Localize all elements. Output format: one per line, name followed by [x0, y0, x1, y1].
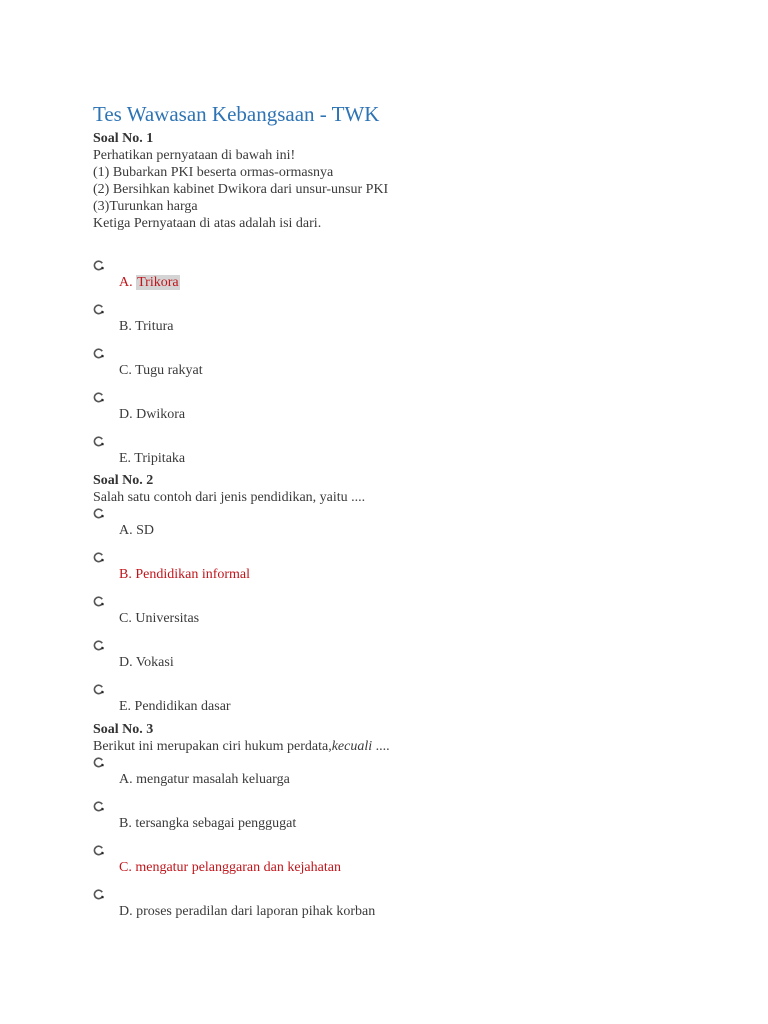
question-3 [93, 721, 733, 927]
document-page [93, 100, 733, 927]
question-2 [93, 472, 733, 721]
q3-option-d[interactable] [93, 883, 733, 927]
q1-option-d[interactable] [93, 386, 733, 430]
question-2-text: Salah satu contoh dari jenis pendidikan, yaitu .... [93, 490, 366, 505]
question-1 [93, 130, 733, 472]
radio-button-icon[interactable] [93, 508, 104, 519]
q1-option-e[interactable] [93, 430, 733, 472]
radio-button-icon[interactable] [93, 596, 104, 607]
q2-option-b[interactable] [93, 546, 733, 590]
q2-option-b-label: B. Pendidikan informal [119, 567, 251, 582]
q1-option-c-label: C. Tugu rakyat [119, 363, 203, 378]
radio-button-icon[interactable] [93, 845, 104, 856]
question-2-heading: Soal No. 2 [93, 473, 154, 488]
radio-button-icon[interactable] [93, 348, 104, 359]
radio-button-icon[interactable] [93, 304, 104, 315]
q1-option-a-label: A. Trikora [119, 275, 179, 290]
q1-option-d-label: D. Dwikora [119, 407, 186, 422]
radio-button-icon[interactable] [93, 889, 104, 900]
q2-option-c[interactable] [93, 590, 733, 634]
q2-option-a[interactable] [93, 502, 733, 546]
radio-button-icon[interactable] [93, 260, 104, 271]
q2-option-c-label: C. Universitas [119, 611, 200, 626]
q3-option-c[interactable] [93, 839, 733, 883]
q1-option-e-label: E. Tripitaka [119, 451, 186, 466]
q1-option-b[interactable] [93, 298, 733, 342]
radio-button-icon[interactable] [93, 684, 104, 695]
question-3-heading: Soal No. 3 [93, 722, 154, 737]
radio-button-icon[interactable] [93, 757, 104, 768]
question-1-heading: Soal No. 1 [93, 131, 154, 146]
radio-button-icon[interactable] [93, 801, 104, 812]
q3-option-c-label: C. mengatur pelanggaran dan kejahatan [119, 860, 341, 875]
radio-button-icon[interactable] [93, 552, 104, 563]
document-title: Tes Wawasan Kebangsaan - TWK [93, 102, 380, 126]
q1-option-a[interactable] [93, 254, 733, 298]
radio-button-icon[interactable] [93, 640, 104, 651]
q1-option-c[interactable] [93, 342, 733, 386]
q2-option-a-label: A. SD [119, 523, 155, 538]
question-3-italic: kecuali [331, 739, 373, 754]
q2-option-d-label: D. Vokasi [119, 655, 174, 670]
radio-button-icon[interactable] [93, 392, 104, 403]
highlighted-answer: Trikora [137, 275, 179, 290]
question-1-line-2: (1) Bubarkan PKI beserta ormas-ormasnya [93, 165, 334, 180]
q3-option-a[interactable] [93, 751, 733, 795]
question-1-line-4: (3)Turunkan harga [93, 199, 198, 214]
question-3-text: Berikut ini merupakan ciri hukum perdata,kecuali .... [93, 739, 390, 754]
q2-option-e[interactable] [93, 678, 733, 721]
q2-option-e-label: E. Pendidikan dasar [119, 699, 231, 714]
question-1-line-1: Perhatikan pernyataan di bawah ini! [93, 148, 296, 163]
q3-option-b[interactable] [93, 795, 733, 839]
radio-button-icon[interactable] [93, 436, 104, 447]
question-1-line-3: (2) Bersihkan kabinet Dwikora dari unsur-unsur PKI [93, 182, 389, 197]
q1-option-b-label: B. Tritura [119, 319, 174, 334]
q3-option-a-label: A. mengatur masalah keluarga [119, 772, 290, 787]
question-1-line-5: Ketiga Pernyataan di atas adalah isi dari. [93, 216, 322, 231]
q3-option-b-label: B. tersangka sebagai penggugat [119, 816, 297, 831]
q3-option-d-label: D. proses peradilan dari laporan pihak korban [119, 904, 376, 919]
q2-option-d[interactable] [93, 634, 733, 678]
